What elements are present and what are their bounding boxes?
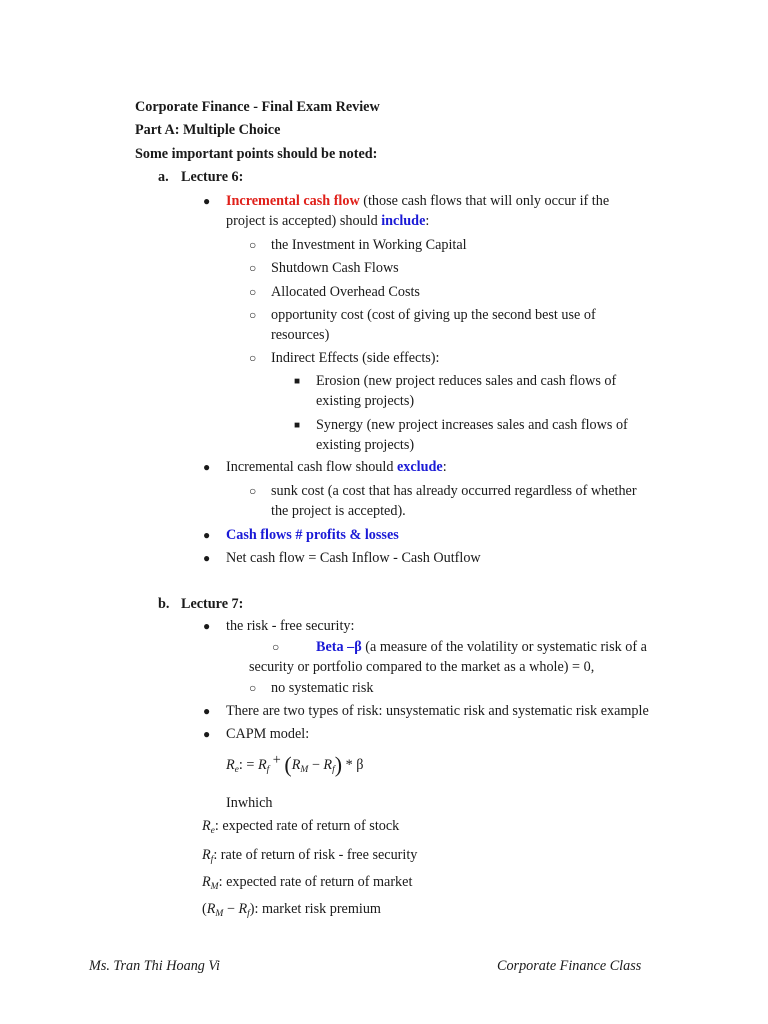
sunk-cost-line1: sunk cost (a cost that has already occurred regardless of whether xyxy=(271,483,637,499)
bullet-dot: ● xyxy=(203,194,211,208)
def-rf-sub: f xyxy=(210,855,214,865)
formula-rf-sub: f xyxy=(266,765,270,775)
bullet-square: ■ xyxy=(294,376,301,387)
capm-model-label: CAPM model: xyxy=(226,726,310,742)
bullet-circle: ○ xyxy=(249,351,257,365)
bullet-circle: ○ xyxy=(272,640,280,654)
lecture6-marker: a. xyxy=(158,169,169,185)
formula-plus: + xyxy=(272,752,281,768)
def-premium-open: ( xyxy=(202,901,207,917)
bullet-circle: ○ xyxy=(249,261,257,275)
formula-times-beta: * β xyxy=(342,757,364,773)
part-heading: Part A: Multiple Choice xyxy=(135,122,281,138)
def-re-symbol: R xyxy=(202,818,211,834)
formula-rf2-sub: f xyxy=(332,765,335,775)
def-premium-rm-sub: M xyxy=(215,909,224,919)
net-cash-flow: Net cash flow = Cash Inflow - Cash Outflow xyxy=(226,550,481,566)
document-title: Corporate Finance - Final Exam Review xyxy=(135,99,380,115)
formula-re-sub: e xyxy=(234,765,239,775)
include-colon: : xyxy=(425,213,430,229)
bullet-square: ■ xyxy=(294,420,301,431)
incremental-cash-flow-desc: (those cash flows that will only occur if the xyxy=(359,193,610,209)
no-systematic-risk: no systematic risk xyxy=(271,680,374,696)
include-prefix: project is accepted) should xyxy=(226,213,382,229)
def-rm-symbol: R xyxy=(202,874,211,890)
intro-text: Some important points should be noted: xyxy=(135,146,378,162)
formula-eq: : = xyxy=(238,757,258,773)
exclude-term: exclude xyxy=(396,459,443,475)
beta-desc: (a measure of the volatility or systematic risk of a xyxy=(361,639,647,655)
def-premium-rm: R xyxy=(206,901,216,917)
def-rm-text: : expected rate of return of market xyxy=(218,874,413,890)
def-rf-text: : rate of return of risk - free security xyxy=(213,847,418,863)
include-item-4-line2: resources) xyxy=(271,327,330,343)
erosion-line1: Erosion (new project reduces sales and cash flows of xyxy=(316,373,617,389)
bullet-dot: ● xyxy=(203,460,211,474)
capm-formula xyxy=(226,753,363,776)
def-premium-rf-sub: f xyxy=(247,909,250,919)
beta-term: Beta –β xyxy=(316,639,362,655)
include-item-2: Shutdown Cash Flows xyxy=(271,260,399,276)
bullet-dot: ● xyxy=(203,619,211,633)
exclude-colon: : xyxy=(442,459,447,475)
beta-line1 xyxy=(316,638,647,656)
formula-re: R xyxy=(226,757,235,773)
formula-close-paren: ) xyxy=(334,752,343,777)
include-item-5: Indirect Effects (side effects): xyxy=(271,350,440,366)
incremental-cash-flow-line2 xyxy=(226,212,429,230)
lecture7-marker: b. xyxy=(158,596,170,612)
formula-rm-sub: M xyxy=(300,765,309,775)
bullet-dot: ● xyxy=(203,727,211,741)
formula-rf: R xyxy=(257,757,267,773)
def-rm-sub: M xyxy=(210,882,219,892)
beta-line2: security or portfolio compared to the market as a whole) = 0, xyxy=(249,659,595,675)
formula-minus: − xyxy=(308,757,324,773)
risk-free-security: the risk - free security: xyxy=(226,618,355,634)
bullet-circle: ○ xyxy=(249,238,257,252)
lecture6-heading: Lecture 6: xyxy=(181,169,244,185)
bullet-circle: ○ xyxy=(249,308,257,322)
bullet-dot: ● xyxy=(203,528,211,542)
exclude-line xyxy=(226,458,447,476)
bullet-dot: ● xyxy=(203,551,211,565)
exclude-prefix: Incremental cash flow should xyxy=(226,459,397,475)
cash-flows-vs-profits: Cash flows # profits & losses xyxy=(226,527,399,543)
footer-author: Ms. Tran Thi Hoang Vi xyxy=(89,958,220,974)
bullet-circle: ○ xyxy=(249,484,257,498)
incremental-cash-flow-term: Incremental cash flow xyxy=(226,193,360,209)
def-rf-symbol: R xyxy=(202,847,211,863)
include-item-4-line1: opportunity cost (cost of giving up the second best use of xyxy=(271,307,596,323)
def-rm xyxy=(202,873,412,893)
formula-open-paren: ( xyxy=(284,752,292,777)
synergy-line2: existing projects) xyxy=(316,437,415,453)
def-premium xyxy=(202,900,381,920)
bullet-circle: ○ xyxy=(249,285,257,299)
def-re-sub: e xyxy=(210,826,215,836)
def-re-text: : expected rate of return of stock xyxy=(214,818,400,834)
include-item-1: the Investment in Working Capital xyxy=(271,237,467,253)
inwhich-label: Inwhich xyxy=(226,795,273,811)
formula-rm: R xyxy=(291,757,301,773)
sunk-cost-line2: the project is accepted). xyxy=(271,503,406,519)
synergy-line1: Synergy (new project increases sales and cash flows of xyxy=(316,417,628,433)
include-term: include xyxy=(381,213,426,229)
footer-class: Corporate Finance Class xyxy=(497,958,642,974)
bullet-dot: ● xyxy=(203,704,211,718)
def-premium-rf: R xyxy=(238,901,248,917)
incremental-cash-flow-line1 xyxy=(226,192,609,210)
two-types-of-risk: There are two types of risk: unsystematic risk and systematic risk example xyxy=(226,703,649,719)
def-premium-minus: − xyxy=(223,901,239,917)
bullet-circle: ○ xyxy=(249,681,257,695)
def-re xyxy=(202,817,399,837)
lecture7-heading: Lecture 7: xyxy=(181,596,244,612)
def-premium-text: ): market risk premium xyxy=(249,901,381,917)
include-item-3: Allocated Overhead Costs xyxy=(271,284,420,300)
def-rf xyxy=(202,846,417,866)
formula-rf2: R xyxy=(323,757,333,773)
erosion-line2: existing projects) xyxy=(316,393,415,409)
